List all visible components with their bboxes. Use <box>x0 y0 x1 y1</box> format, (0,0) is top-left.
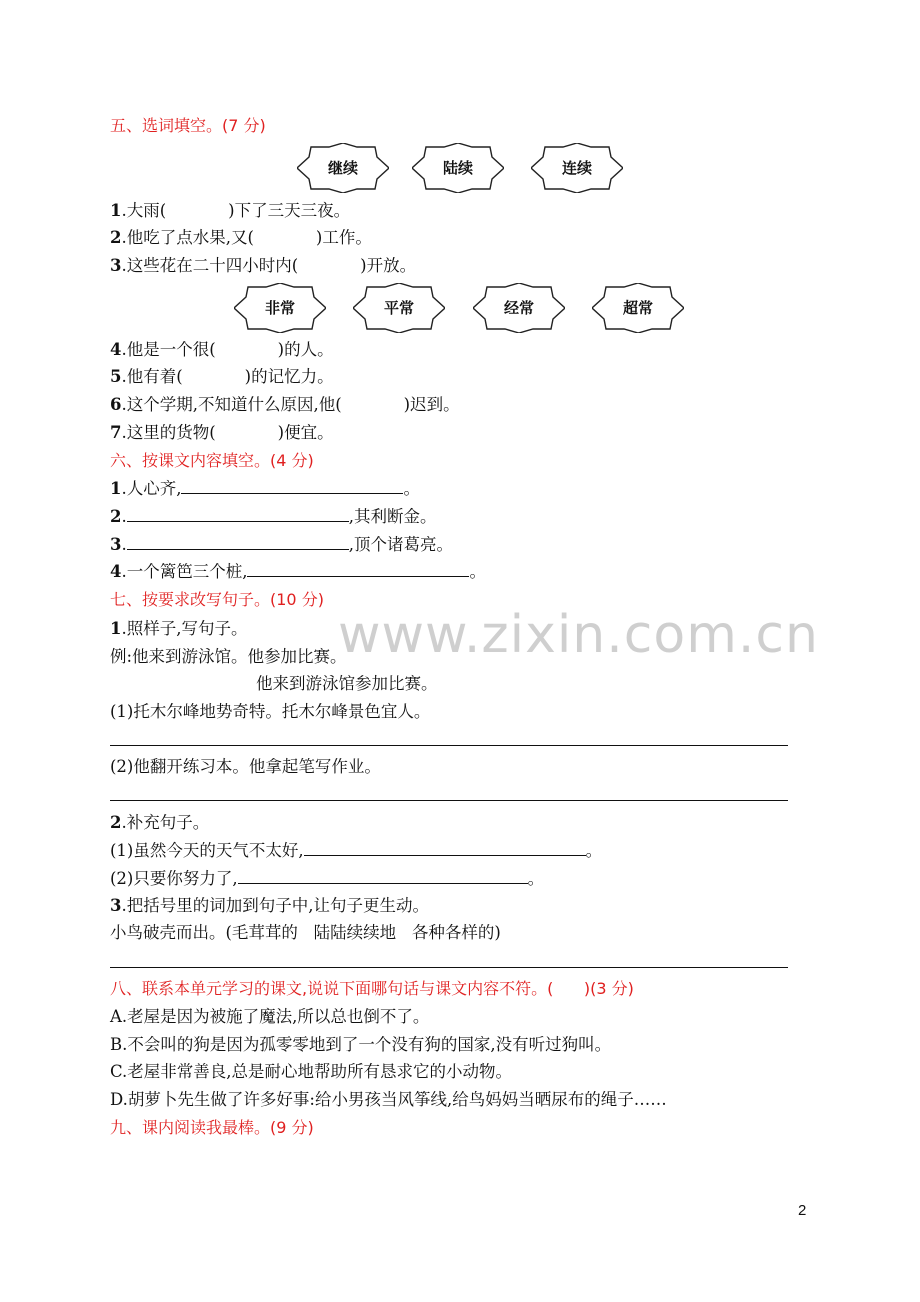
section-6-title: 六、按课文内容填空。(4 分) <box>110 451 314 470</box>
sentence-1: (1)托木尔峰地势奇特。托木尔峰景色宜人。 <box>110 702 431 721</box>
q5-item-6: 6.这个学期,不知道什么原因,他( )迟到。 <box>110 395 460 414</box>
q5-item-3: 3.这些花在二十四小时内( )开放。 <box>110 256 417 275</box>
example-answer: 他来到游泳馆参加比赛。 <box>256 674 438 693</box>
word-badge-1: 继续 <box>297 143 389 193</box>
word-badge-2: 陆续 <box>412 143 504 193</box>
word-badge-5: 平常 <box>353 283 445 333</box>
answer-blank[interactable] <box>181 478 403 494</box>
answer-blank[interactable] <box>238 868 528 884</box>
sentence-3: (1)虽然今天的天气不太好, 。 <box>110 841 603 860</box>
section-5-title: 五、选词填空。(7 分) <box>110 116 266 135</box>
q6-item-3: 3. ,顶个诸葛亮。 <box>110 535 453 554</box>
q5-item-7: 7.这里的货物( )便宜。 <box>110 423 334 442</box>
sentence-2: (2)他翻开练习本。他拿起笔写作业。 <box>110 757 381 776</box>
page-number: 2 <box>798 1202 807 1219</box>
answer-blank[interactable] <box>304 840 586 856</box>
option-b: B.不会叫的狗是因为孤零零地到了一个没有狗的国家,没有听过狗叫。 <box>110 1035 612 1054</box>
q7-item-1: 1.照样子,写句子。 <box>110 619 248 638</box>
answer-line[interactable] <box>110 967 788 968</box>
option-d: D.胡萝卜先生做了许多好事:给小男孩当风筝线,给鸟妈妈当晒尿布的绳子…… <box>110 1090 667 1109</box>
section-9-title: 九、课内阅读我最棒。(9 分) <box>110 1118 314 1137</box>
word-badge-3: 连续 <box>531 143 623 193</box>
sentence-4: (2)只要你努力了, 。 <box>110 869 545 888</box>
q5-item-2: 2.他吃了点水果,又( )工作。 <box>110 228 372 247</box>
q7-item-2: 2.补充句子。 <box>110 813 210 832</box>
watermark: www.zixin.com.cn <box>338 605 819 665</box>
q5-item-5: 5.他有着( )的记忆力。 <box>110 367 334 386</box>
q6-item-4: 4.一个篱笆三个桩, 。 <box>110 562 486 581</box>
word-badge-7: 超常 <box>592 283 684 333</box>
answer-blank[interactable] <box>127 534 349 550</box>
q5-item-1: 1.大雨( )下了三天三夜。 <box>110 201 351 220</box>
option-a: A.老屋是因为被施了魔法,所以总也倒不了。 <box>110 1007 430 1026</box>
sentence-5: 小鸟破壳而出。(毛茸茸的 陆陆续续地 各种各样的) <box>110 923 501 942</box>
word-badge-6: 经常 <box>473 283 565 333</box>
q6-item-2: 2. ,其利断金。 <box>110 507 437 526</box>
answer-blank[interactable] <box>247 561 469 577</box>
answer-blank[interactable] <box>127 506 349 522</box>
q5-item-4: 4.他是一个很( )的人。 <box>110 340 334 359</box>
section-7-title: 七、按要求改写句子。(10 分) <box>110 590 324 609</box>
q7-item-3: 3.把括号里的词加到句子中,让句子更生动。 <box>110 896 429 915</box>
example-sentence: 例:他来到游泳馆。他参加比赛。 <box>110 647 347 666</box>
section-8-title: 八、联系本单元学习的课文,说说下面哪句话与课文内容不符。( )(3 分) <box>110 979 634 998</box>
answer-line[interactable] <box>110 800 788 801</box>
answer-line[interactable] <box>110 745 788 746</box>
option-c: C.老屋非常善良,总是耐心地帮助所有恳求它的小动物。 <box>110 1062 513 1081</box>
q6-item-1: 1.人心齐, 。 <box>110 479 420 498</box>
word-badge-4: 非常 <box>234 283 326 333</box>
